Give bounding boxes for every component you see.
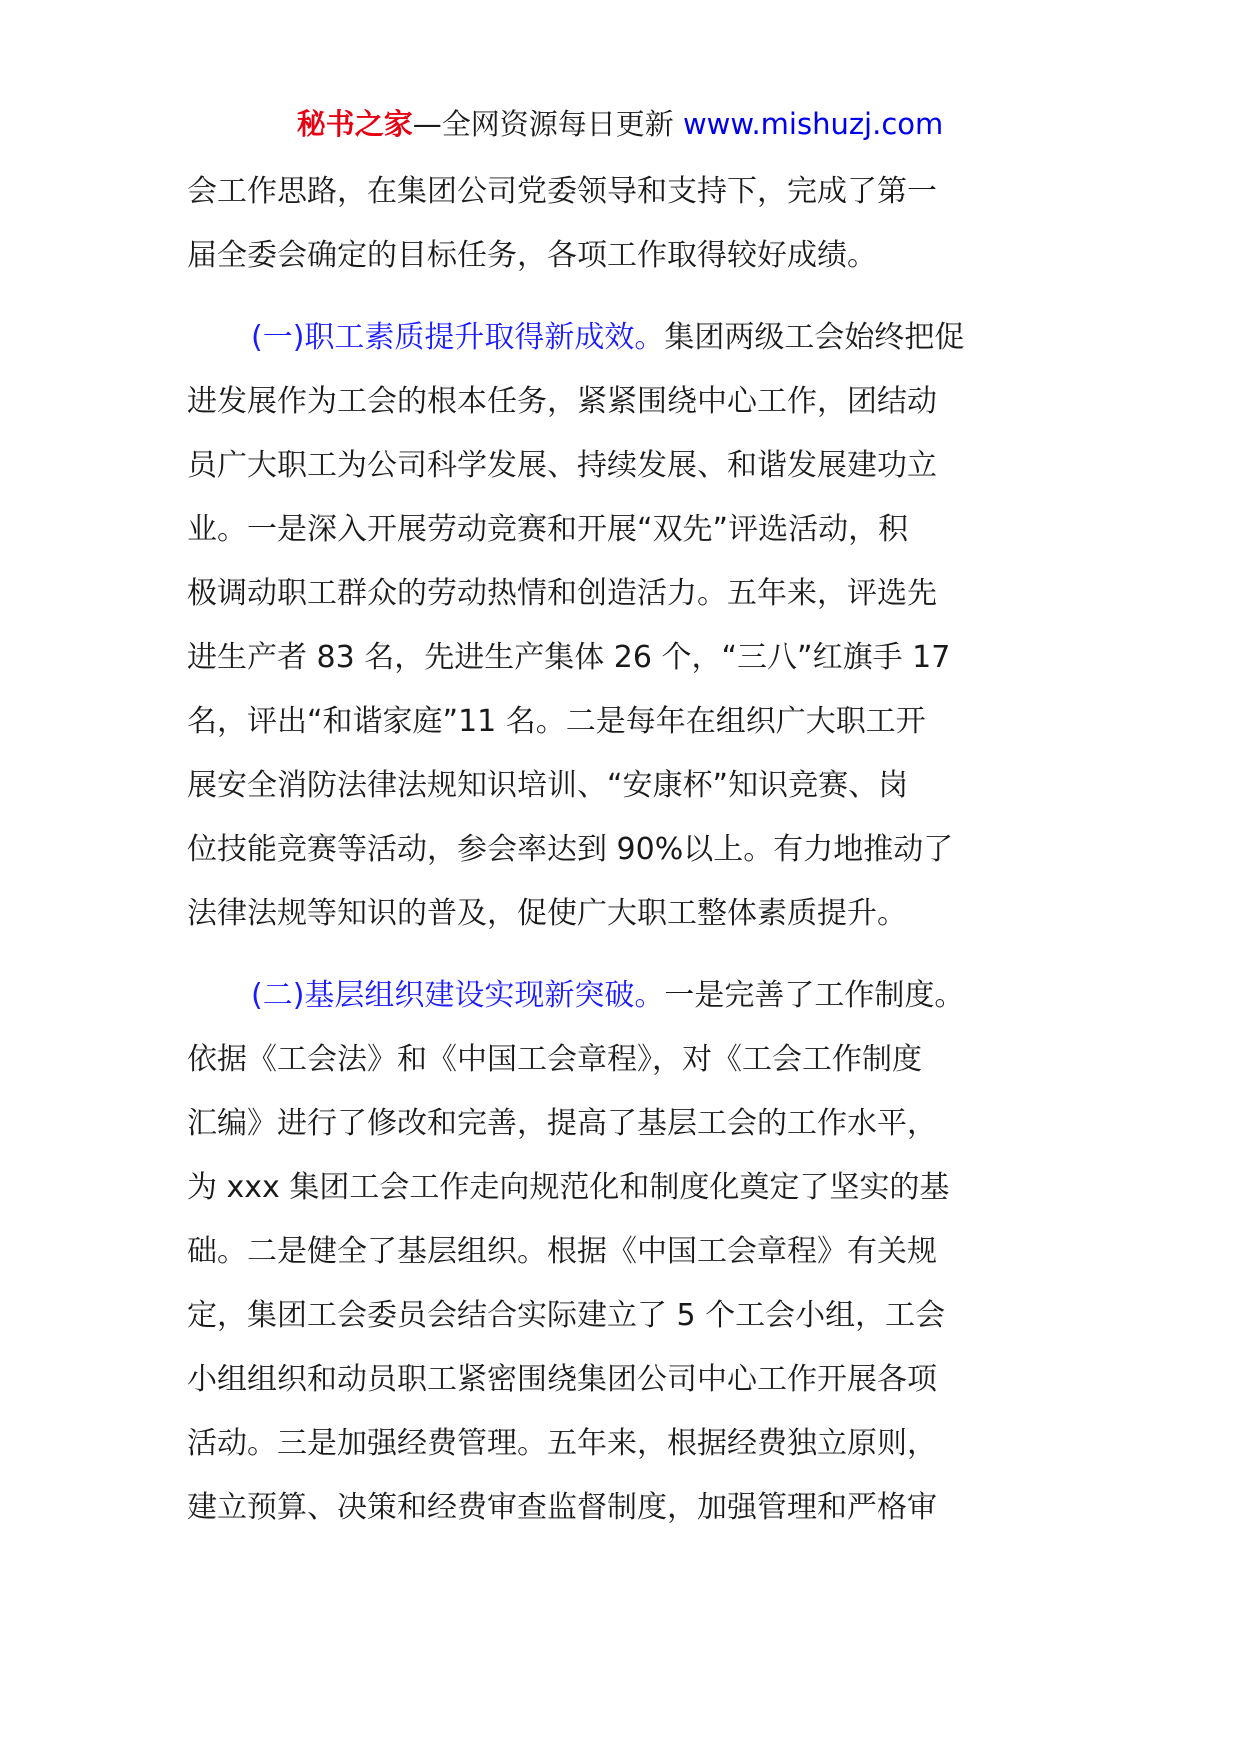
text-fragment: 一是完善了工作制度。 xyxy=(664,978,965,1013)
text-line: 汇编》进行了修改和完善，提高了基层工会的工作水平， xyxy=(187,1106,937,1141)
text-fragment: 集团两级工会始终把促 xyxy=(664,320,965,355)
text-line: 极调动职工群众的劳动热情和创造活力。五年来，评选先 xyxy=(187,576,937,611)
text-line: 进发展作为工会的根本任务，紧紧围绕中心工作，团结动 xyxy=(187,384,937,419)
brand-name: 秘书之家 xyxy=(296,107,413,141)
section-1-paragraph xyxy=(187,306,1053,946)
text-line: 业。一是深入开展劳动竞赛和开展“双先”评选活动，积 xyxy=(187,512,909,547)
section-2-first-line xyxy=(187,964,1053,1028)
text-line: 建立预算、决策和经费审查监督制度，加强管理和严格审 xyxy=(187,1490,937,1525)
text-line: 会工作思路，在集团公司党委领导和支持下，完成了第一 xyxy=(187,174,937,209)
text-line: 位技能竞赛等活动，参会率达到 90%以上。有力地推动了 xyxy=(187,832,954,867)
section-1-first-line xyxy=(187,306,1053,370)
website-link[interactable]: www.mishuzj.com xyxy=(682,107,944,141)
page-header xyxy=(0,104,1240,144)
text-line: 为 xxx 集团工会工作走向规范化和制度化奠定了坚实的基 xyxy=(187,1170,950,1205)
text-line: 法律法规等知识的普及，促使广大职工整体素质提升。 xyxy=(187,896,907,931)
text-line: 展安全消防法律法规知识培训、“安康杯”知识竞赛、岗 xyxy=(187,768,909,803)
text-line: 员广大职工为公司科学发展、持续发展、和谐发展建功立 xyxy=(187,448,937,483)
section-2-paragraph xyxy=(187,964,1053,1540)
text-line: 届全委会确定的目标任务，各项工作取得较好成绩。 xyxy=(187,238,877,273)
document-body xyxy=(187,160,1053,1540)
section-2-heading: (二)基层组织建设实现新突破。 xyxy=(251,978,665,1013)
section-1-heading: (一)职工素质提升取得新成效。 xyxy=(251,320,665,355)
text-line: 进生产者 83 名，先进生产集体 26 个，“三八”红旗手 17 xyxy=(187,640,951,675)
text-line: 础。二是健全了基层组织。根据《中国工会章程》有关规 xyxy=(187,1234,937,1269)
text-line: 依据《工会法》和《中国工会章程》，对《工会工作制度 xyxy=(187,1042,922,1077)
header-tagline: —全网资源每日更新 xyxy=(412,107,674,141)
text-line: 定，集团工会委员会结合实际建立了 5 个工会小组，工会 xyxy=(187,1298,946,1333)
text-line: 名，评出“和谐家庭”11 名。二是每年在组织广大职工开 xyxy=(187,704,926,739)
intro-paragraph xyxy=(187,160,1053,288)
text-line: 小组组织和动员职工紧密围绕集团公司中心工作开展各项 xyxy=(187,1362,937,1397)
text-line: 活动。三是加强经费管理。五年来，根据经费独立原则， xyxy=(187,1426,937,1461)
